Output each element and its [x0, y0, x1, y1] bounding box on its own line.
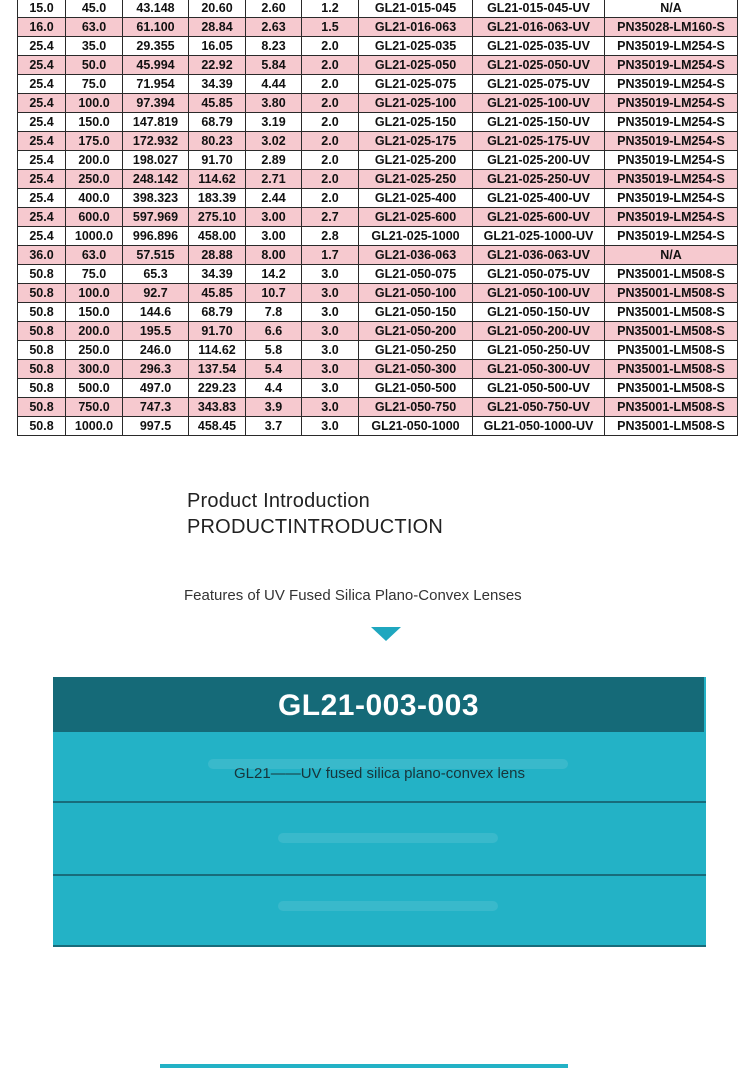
- table-cell: 2.0: [302, 37, 359, 56]
- table-cell: 91.70: [189, 322, 246, 341]
- table-cell: GL21-015-045-UV: [473, 0, 605, 18]
- table-cell: GL21-025-600: [359, 208, 473, 227]
- table-cell: 25.4: [18, 56, 66, 75]
- table-cell: GL21-016-063: [359, 18, 473, 37]
- table-cell: 63.0: [66, 246, 123, 265]
- table-cell: 2.0: [302, 132, 359, 151]
- table-cell: GL21-025-600-UV: [473, 208, 605, 227]
- table-row: [18, 132, 738, 151]
- table-cell: 747.3: [123, 398, 189, 417]
- table-cell: 296.3: [123, 360, 189, 379]
- table-cell: GL21-050-300: [359, 360, 473, 379]
- table-cell: 144.6: [123, 303, 189, 322]
- table-row: [18, 360, 738, 379]
- table-cell: PN35001-LM508-S: [605, 322, 738, 341]
- table-cell: 5.8: [246, 341, 302, 360]
- table-cell: 3.0: [302, 417, 359, 436]
- table-cell: GL21-025-150: [359, 113, 473, 132]
- table-cell: PN35001-LM508-S: [605, 284, 738, 303]
- table-cell: 3.7: [246, 417, 302, 436]
- table-cell: GL21-050-750-UV: [473, 398, 605, 417]
- table-cell: 28.84: [189, 18, 246, 37]
- table-cell: 25.4: [18, 37, 66, 56]
- bottom-accent-bar: [160, 1064, 568, 1068]
- table-cell: GL21-050-750: [359, 398, 473, 417]
- table-cell: 250.0: [66, 170, 123, 189]
- table-cell: GL21-050-075-UV: [473, 265, 605, 284]
- section-subtitle: PRODUCTINTRODUCTION: [187, 516, 444, 538]
- table-cell: GL21-050-500: [359, 379, 473, 398]
- table-row: [18, 189, 738, 208]
- table-cell: PN35019-LM254-S: [605, 75, 738, 94]
- table-cell: 400.0: [66, 189, 123, 208]
- table-cell: 25.4: [18, 132, 66, 151]
- table-cell: 597.969: [123, 208, 189, 227]
- table-cell: 16.05: [189, 37, 246, 56]
- table-cell: GL21-050-1000: [359, 417, 473, 436]
- table-cell: 100.0: [66, 94, 123, 113]
- table-cell: 43.148: [123, 0, 189, 18]
- table-cell: 50.8: [18, 284, 66, 303]
- row-divider: [53, 874, 706, 876]
- table-cell: GL21-025-1000-UV: [473, 227, 605, 246]
- table-cell: 3.0: [302, 284, 359, 303]
- table-cell: GL21-050-150: [359, 303, 473, 322]
- table-cell: 3.0: [302, 341, 359, 360]
- table-cell: PN35019-LM254-S: [605, 151, 738, 170]
- table-cell: GL21-016-063-UV: [473, 18, 605, 37]
- table-cell: 2.71: [246, 170, 302, 189]
- faded-text-line: [208, 759, 568, 769]
- table-cell: PN35019-LM254-S: [605, 227, 738, 246]
- table-cell: 3.0: [302, 379, 359, 398]
- table-row: [18, 322, 738, 341]
- table-cell: 1.7: [302, 246, 359, 265]
- table-cell: 2.0: [302, 94, 359, 113]
- table-cell: 2.0: [302, 189, 359, 208]
- table-cell: 200.0: [66, 151, 123, 170]
- table-cell: 750.0: [66, 398, 123, 417]
- table-cell: GL21-050-100: [359, 284, 473, 303]
- table-row: [18, 417, 738, 436]
- table-cell: GL21-025-050-UV: [473, 56, 605, 75]
- table-cell: 28.88: [189, 246, 246, 265]
- table-cell: GL21-025-250: [359, 170, 473, 189]
- table-cell: 50.8: [18, 417, 66, 436]
- table-cell: PN35001-LM508-S: [605, 417, 738, 436]
- row-divider: [53, 945, 706, 947]
- table-cell: PN35001-LM508-S: [605, 303, 738, 322]
- table-cell: 29.355: [123, 37, 189, 56]
- table-cell: 458.00: [189, 227, 246, 246]
- table-cell: GL21-050-1000-UV: [473, 417, 605, 436]
- table-cell: 183.39: [189, 189, 246, 208]
- table-cell: PN35001-LM508-S: [605, 341, 738, 360]
- table-cell: 172.932: [123, 132, 189, 151]
- table-row: [18, 284, 738, 303]
- table-cell: 50.8: [18, 398, 66, 417]
- table-cell: N/A: [605, 0, 738, 18]
- table-cell: GL21-036-063: [359, 246, 473, 265]
- table-cell: GL21-050-075: [359, 265, 473, 284]
- table-cell: GL21-015-045: [359, 0, 473, 18]
- table-cell: GL21-025-1000: [359, 227, 473, 246]
- table-cell: PN35001-LM508-S: [605, 379, 738, 398]
- table-cell: PN35019-LM254-S: [605, 94, 738, 113]
- table-cell: GL21-050-500-UV: [473, 379, 605, 398]
- table-cell: 175.0: [66, 132, 123, 151]
- table-cell: GL21-025-100: [359, 94, 473, 113]
- table-cell: 343.83: [189, 398, 246, 417]
- table-cell: 45.85: [189, 94, 246, 113]
- table-cell: 137.54: [189, 360, 246, 379]
- table-cell: GL21-025-075-UV: [473, 75, 605, 94]
- table-cell: 45.994: [123, 56, 189, 75]
- table-cell: 2.63: [246, 18, 302, 37]
- table-cell: 50.8: [18, 341, 66, 360]
- table-cell: 1000.0: [66, 417, 123, 436]
- table-row: [18, 227, 738, 246]
- table-cell: 45.85: [189, 284, 246, 303]
- table-cell: GL21-025-400-UV: [473, 189, 605, 208]
- table-cell: 229.23: [189, 379, 246, 398]
- table-cell: GL21-025-035: [359, 37, 473, 56]
- table-cell: 75.0: [66, 265, 123, 284]
- table-cell: 1000.0: [66, 227, 123, 246]
- table-cell: GL21-025-035-UV: [473, 37, 605, 56]
- table-cell: GL21-025-175-UV: [473, 132, 605, 151]
- table-cell: PN35019-LM254-S: [605, 37, 738, 56]
- table-cell: 3.02: [246, 132, 302, 151]
- table-cell: 195.5: [123, 322, 189, 341]
- table-cell: 71.954: [123, 75, 189, 94]
- table-cell: 100.0: [66, 284, 123, 303]
- table-row: [18, 151, 738, 170]
- features-heading: Features of UV Fused Silica Plano-Convex Lenses: [184, 587, 522, 604]
- table-cell: 398.323: [123, 189, 189, 208]
- table-cell: 114.62: [189, 170, 246, 189]
- table-cell: GL21-050-300-UV: [473, 360, 605, 379]
- table-cell: GL21-050-200: [359, 322, 473, 341]
- table-cell: 25.4: [18, 151, 66, 170]
- table-cell: 97.394: [123, 94, 189, 113]
- table-cell: 25.4: [18, 170, 66, 189]
- table-cell: 4.44: [246, 75, 302, 94]
- table-cell: PN35028-LM160-S: [605, 18, 738, 37]
- table-cell: GL21-050-250-UV: [473, 341, 605, 360]
- table-cell: 600.0: [66, 208, 123, 227]
- table-cell: 50.8: [18, 379, 66, 398]
- table-cell: 246.0: [123, 341, 189, 360]
- table-cell: 20.60: [189, 0, 246, 18]
- table-cell: 61.100: [123, 18, 189, 37]
- faded-text-line: [278, 833, 498, 843]
- faded-text-line: [278, 901, 498, 911]
- table-row: [18, 94, 738, 113]
- table-row: [18, 56, 738, 75]
- table-row: [18, 208, 738, 227]
- table-cell: GL21-025-075: [359, 75, 473, 94]
- table-row: [18, 113, 738, 132]
- table-cell: 300.0: [66, 360, 123, 379]
- section-title: Product Introduction: [187, 490, 370, 512]
- table-cell: 3.80: [246, 94, 302, 113]
- table-row: [18, 303, 738, 322]
- table-cell: 34.39: [189, 265, 246, 284]
- table-cell: 25.4: [18, 75, 66, 94]
- table-cell: 150.0: [66, 303, 123, 322]
- table-cell: 25.4: [18, 227, 66, 246]
- spec-table: [17, 0, 738, 436]
- table-cell: 3.00: [246, 227, 302, 246]
- table-cell: 7.8: [246, 303, 302, 322]
- table-cell: 3.0: [302, 398, 359, 417]
- table-cell: 91.70: [189, 151, 246, 170]
- table-row: [18, 398, 738, 417]
- table-cell: 114.62: [189, 341, 246, 360]
- table-cell: GL21-025-200-UV: [473, 151, 605, 170]
- table-row: [18, 75, 738, 94]
- table-cell: 198.027: [123, 151, 189, 170]
- table-cell: 50.8: [18, 303, 66, 322]
- table-row: [18, 246, 738, 265]
- table-cell: 5.4: [246, 360, 302, 379]
- table-cell: PN35019-LM254-S: [605, 132, 738, 151]
- table-cell: 8.00: [246, 246, 302, 265]
- table-cell: 14.2: [246, 265, 302, 284]
- table-cell: GL21-036-063-UV: [473, 246, 605, 265]
- table-cell: 80.23: [189, 132, 246, 151]
- table-cell: GL21-025-250-UV: [473, 170, 605, 189]
- table-cell: 150.0: [66, 113, 123, 132]
- table-cell: 35.0: [66, 37, 123, 56]
- table-cell: GL21-025-400: [359, 189, 473, 208]
- table-row: [18, 18, 738, 37]
- table-cell: 3.0: [302, 322, 359, 341]
- table-cell: 34.39: [189, 75, 246, 94]
- table-cell: 2.0: [302, 56, 359, 75]
- table-cell: 2.7: [302, 208, 359, 227]
- table-row: [18, 37, 738, 56]
- table-cell: PN35019-LM254-S: [605, 170, 738, 189]
- table-cell: 500.0: [66, 379, 123, 398]
- table-cell: 6.6: [246, 322, 302, 341]
- table-cell: 250.0: [66, 341, 123, 360]
- table-cell: 3.19: [246, 113, 302, 132]
- table-cell: 2.44: [246, 189, 302, 208]
- table-cell: 50.8: [18, 322, 66, 341]
- table-cell: 92.7: [123, 284, 189, 303]
- table-cell: PN35019-LM254-S: [605, 189, 738, 208]
- table-cell: PN35019-LM254-S: [605, 56, 738, 75]
- table-cell: 2.0: [302, 151, 359, 170]
- table-cell: 75.0: [66, 75, 123, 94]
- table-cell: 36.0: [18, 246, 66, 265]
- table-cell: 147.819: [123, 113, 189, 132]
- table-cell: 997.5: [123, 417, 189, 436]
- table-cell: 65.3: [123, 265, 189, 284]
- spec-table-body: [18, 0, 738, 436]
- table-cell: 3.0: [302, 265, 359, 284]
- table-cell: PN35001-LM508-S: [605, 265, 738, 284]
- table-cell: PN35019-LM254-S: [605, 113, 738, 132]
- table-cell: 10.7: [246, 284, 302, 303]
- table-cell: 57.515: [123, 246, 189, 265]
- table-cell: 2.0: [302, 75, 359, 94]
- table-cell: GL21-050-250: [359, 341, 473, 360]
- table-cell: GL21-050-100-UV: [473, 284, 605, 303]
- table-cell: 1.5: [302, 18, 359, 37]
- table-cell: 3.9: [246, 398, 302, 417]
- table-cell: 25.4: [18, 113, 66, 132]
- table-cell: 8.23: [246, 37, 302, 56]
- table-cell: 50.8: [18, 360, 66, 379]
- table-cell: 45.0: [66, 0, 123, 18]
- table-cell: PN35019-LM254-S: [605, 208, 738, 227]
- table-cell: 22.92: [189, 56, 246, 75]
- row-divider: [53, 801, 706, 803]
- table-cell: 16.0: [18, 18, 66, 37]
- product-model-title: GL21-003-003: [53, 677, 704, 732]
- table-cell: N/A: [605, 246, 738, 265]
- table-cell: 458.45: [189, 417, 246, 436]
- table-cell: 15.0: [18, 0, 66, 18]
- table-cell: 2.0: [302, 113, 359, 132]
- table-row: [18, 379, 738, 398]
- table-cell: 248.142: [123, 170, 189, 189]
- table-cell: 3.0: [302, 303, 359, 322]
- table-cell: 50.0: [66, 56, 123, 75]
- table-cell: 200.0: [66, 322, 123, 341]
- table-cell: 25.4: [18, 208, 66, 227]
- table-cell: PN35001-LM508-S: [605, 398, 738, 417]
- table-cell: 68.79: [189, 303, 246, 322]
- table-cell: GL21-025-175: [359, 132, 473, 151]
- table-cell: 996.896: [123, 227, 189, 246]
- table-cell: 50.8: [18, 265, 66, 284]
- table-row: [18, 341, 738, 360]
- table-cell: 2.60: [246, 0, 302, 18]
- table-cell: 1.2: [302, 0, 359, 18]
- table-cell: 3.0: [302, 360, 359, 379]
- table-cell: 2.0: [302, 170, 359, 189]
- table-cell: 68.79: [189, 113, 246, 132]
- table-cell: 497.0: [123, 379, 189, 398]
- table-cell: 4.4: [246, 379, 302, 398]
- table-cell: 63.0: [66, 18, 123, 37]
- table-row: [18, 170, 738, 189]
- table-cell: 25.4: [18, 94, 66, 113]
- table-cell: 5.84: [246, 56, 302, 75]
- table-row: [18, 0, 738, 18]
- table-cell: PN35001-LM508-S: [605, 360, 738, 379]
- table-cell: 2.89: [246, 151, 302, 170]
- table-cell: GL21-025-200: [359, 151, 473, 170]
- table-cell: 275.10: [189, 208, 246, 227]
- table-cell: GL21-025-100-UV: [473, 94, 605, 113]
- table-cell: GL21-050-200-UV: [473, 322, 605, 341]
- table-cell: GL21-050-150-UV: [473, 303, 605, 322]
- table-cell: 2.8: [302, 227, 359, 246]
- table-cell: GL21-025-050: [359, 56, 473, 75]
- table-cell: 25.4: [18, 189, 66, 208]
- table-row: [18, 265, 738, 284]
- table-cell: GL21-025-150-UV: [473, 113, 605, 132]
- product-card: [53, 677, 706, 947]
- product-description: GL21——UV fused silica plano-convex lens: [234, 765, 525, 782]
- down-arrow-icon: [371, 627, 401, 641]
- table-cell: 3.00: [246, 208, 302, 227]
